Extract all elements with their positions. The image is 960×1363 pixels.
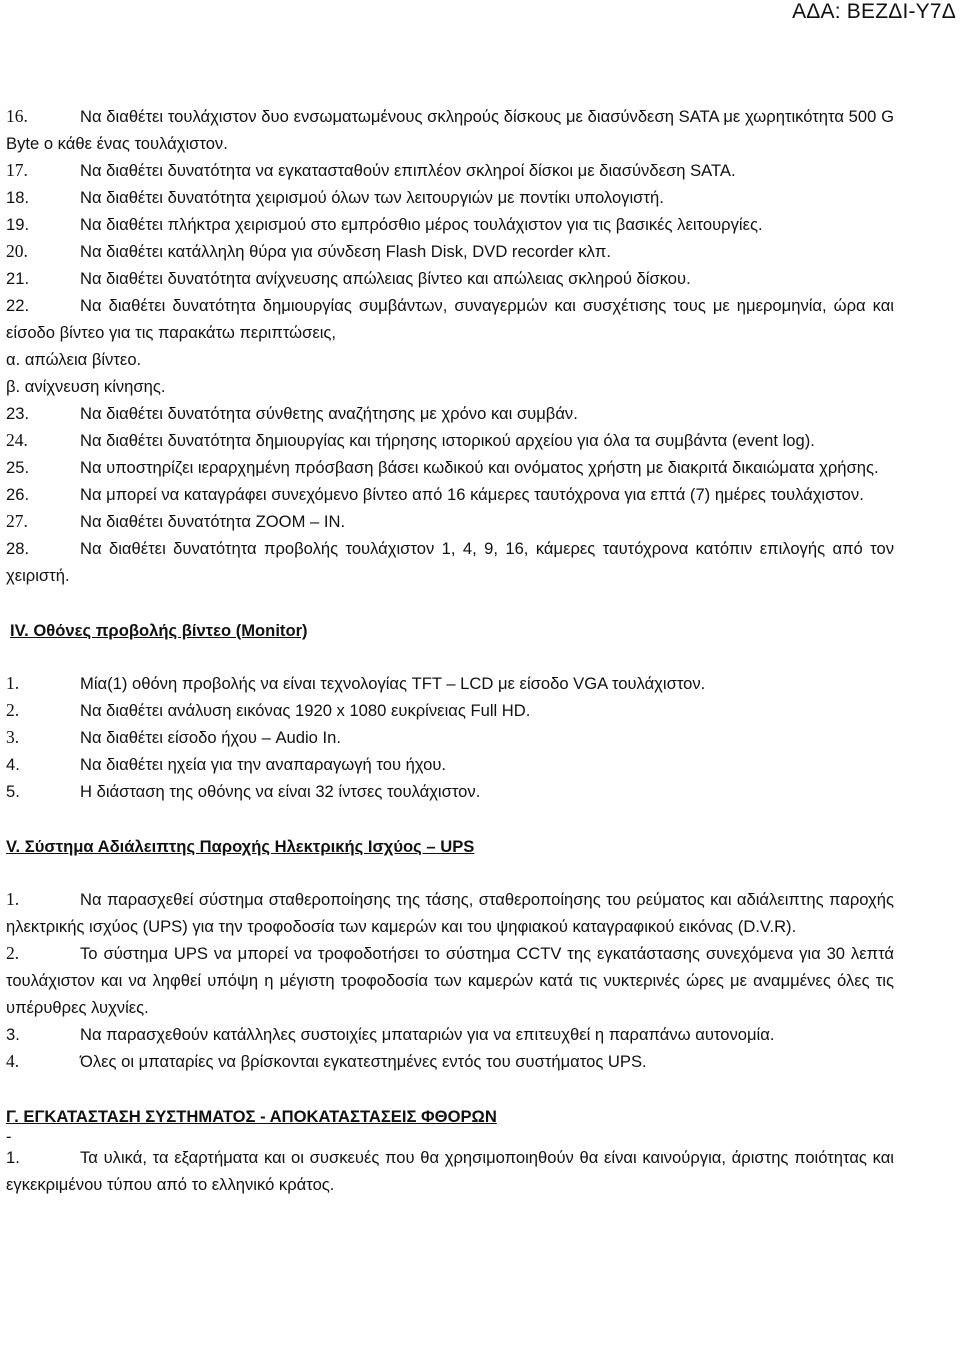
item-number: 1. [6, 889, 20, 909]
list-item [6, 292, 894, 346]
section-v [6, 833, 894, 1075]
item-number: 19. [6, 215, 30, 234]
sub-item: β. ανίχνευση κίνησης. [6, 377, 166, 396]
item-number: 20. [6, 241, 28, 261]
item-number: 2. [6, 700, 20, 720]
section-iv [6, 617, 894, 805]
list-item [6, 481, 894, 508]
item-number: 2. [6, 943, 20, 963]
item-text: Να διαθέτει δυνατότητα χειρισμού όλων των λειτουργιών με ποντίκι υπολογιστή. [80, 188, 664, 207]
list-item [6, 751, 894, 778]
list-item [6, 724, 894, 751]
item-text: Μία(1) οθόνη προβολής να είναι τεχνολογίας TFT – LCD με είσοδο VGA τουλάχιστον. [80, 674, 706, 693]
item-number: 26. [6, 485, 30, 504]
item-text: Να διαθέτει δυνατότητα να εγκατασταθούν επιπλέον σκληροί δίσκοι με διασύνδεση SATA. [80, 161, 736, 180]
item-text: Τα υλικά, τα εξαρτήματα και οι συσκευές που θα χρησιμοποιηθούν θα είναι καινούργια, άριστης ποιότητας και εγκεκριμένου τύπου από το ελληνικό κράτος. [6, 1148, 894, 1194]
item-text: Να διαθέτει δυνατότητα ZOOM – IN. [80, 512, 346, 531]
item-number: 27. [6, 511, 28, 531]
item-number: 1. [6, 673, 20, 693]
list-item [6, 454, 894, 481]
item-number: 24. [6, 430, 28, 450]
section-heading: IV. Οθόνες προβολής βίντεο (Monitor) [10, 621, 308, 640]
item-number: 25. [6, 458, 30, 477]
list-item [6, 103, 894, 157]
item-number: 5. [6, 782, 20, 801]
item-number: 3. [6, 1025, 20, 1044]
spacer [6, 860, 894, 886]
item-number: 17. [6, 160, 28, 180]
spacer [6, 644, 894, 670]
item-number: 22. [6, 296, 30, 315]
section-g [6, 1103, 894, 1198]
item-number: 4. [6, 755, 20, 774]
spacer [6, 805, 894, 833]
item-number: 1. [6, 1148, 20, 1167]
list-item [6, 157, 894, 184]
dash-mark: - [6, 1127, 12, 1146]
ada-code: ΑΔΑ: ΒΕΖΔΙ-Υ7Δ [792, 0, 956, 23]
item-text: Να διαθέτει ηχεία για την αναπαραγωγή του ήχου. [80, 755, 447, 774]
item-text: Να διαθέτει ανάλυση εικόνας 1920 x 1080 ευκρίνειας Full HD. [80, 701, 531, 720]
section-heading: Γ. ΕΓΚΑΤΑΣΤΑΣΗ ΣΥΣΤΗΜΑΤΟΣ - ΑΠΟΚΑΤΑΣΤΑΣΕΙΣ ΦΘΟΡΩΝ [6, 1107, 497, 1126]
item-text: Να διαθέτει είσοδο ήχου – Audio In. [80, 728, 341, 747]
spacer [6, 1075, 894, 1103]
list-top [6, 103, 894, 589]
list-item [6, 184, 894, 211]
item-text: Να υποστηρίζει ιεραρχημένη πρόσβαση βάσει κωδικού και ονόματος χρήστη με διακριτά δικαιώματα χρήσης. [80, 458, 879, 477]
list-item [6, 211, 894, 238]
section-heading: V. Σύστημα Αδιάλειπτης Παροχής Ηλεκτρικής Ισχύος – UPS [6, 837, 475, 856]
item-text: Όλες οι μπαταρίες να βρίσκονται εγκατεστημένες εντός του συστήματος UPS. [80, 1052, 647, 1071]
item-text: Να παρασχεθούν κατάλληλες συστοιχίες μπαταριών για να επιτευχθεί η παραπάνω αυτονομία. [80, 1025, 775, 1044]
item-number: 16. [6, 106, 28, 126]
list-item [6, 1021, 894, 1048]
list-item [6, 940, 894, 1021]
list-item [6, 400, 894, 427]
item-text: Να διαθέτει δυνατότητα δημιουργίας συμβάντων, συναγερμών και συσχέτισης τους με ημερομηνία, ώρα και είσοδο βίντεο για τις παρακάτω περιπτώσεις, [6, 296, 894, 342]
list-item [6, 508, 894, 535]
item-number: 18. [6, 188, 30, 207]
item-number: 21. [6, 269, 30, 288]
item-number: 3. [6, 727, 20, 747]
item-text: Να παρασχεθεί σύστημα σταθεροποίησης της τάσης, σταθεροποίησης του ρεύματος και αδιάλειπτης παροχής ηλεκτρικής ισχύος (UPS) για την τροφοδοσία των καμερών και του ψηφιακού καταγραφικού εικόνας (D.V.R). [6, 890, 894, 936]
list-item [6, 265, 894, 292]
item-text: Να μπορεί να καταγράφει συνεχόμενο βίντεο από 16 κάμερες ταυτόχρονα για επτά (7) ημέρες τουλάχιστον. [80, 485, 864, 504]
item-text: Το σύστημα UPS να μπορεί να τροφοδοτήσει το σύστημα CCTV της εγκατάστασης συνεχόμενα για 30 λεπτά τουλάχιστον και να ληφθεί υπόψη η μέγιστη τροφοδοσία των καμερών κατά τις νυκτερινές ώρες με αναμμένες όλες τις υπέρυθρες λυχνίες. [6, 944, 894, 1017]
list-item [6, 238, 894, 265]
item-text: Να διαθέτει τουλάχιστον δυο ενσωματωμένους σκληρούς δίσκους με διασύνδεση SATA με χωρητικότητα 500 G Byte ο κάθε ένας τουλάχιστον. [6, 107, 894, 153]
item-text: Να διαθέτει δυνατότητα δημιουργίας και τήρησης ιστορικού αρχείου για όλα τα συμβάντα (event log). [80, 431, 815, 450]
list-item [6, 778, 894, 805]
item-text: Να διαθέτει δυνατότητα ανίχνευσης απώλειας βίντεο και απώλειας σκληρού δίσκου. [80, 269, 691, 288]
sub-item: α. απώλεια βίντεο. [6, 350, 142, 369]
item-number: 23. [6, 404, 30, 423]
list-item [6, 1144, 894, 1198]
list-item [6, 535, 894, 589]
list-item [6, 886, 894, 940]
item-text: Να διαθέτει δυνατότητα σύνθετης αναζήτησης με χρόνο και συμβάν. [80, 404, 578, 423]
item-number: 4. [6, 1051, 20, 1071]
spacer [6, 589, 894, 617]
item-text: Να διαθέτει δυνατότητα προβολής τουλάχιστον 1, 4, 9, 16, κάμερες ταυτόχρονα κατόπιν επιλογής από τον χειριστή. [6, 539, 894, 585]
list-item [6, 1048, 894, 1075]
item-text: Η διάσταση της οθόνης να είναι 32 ίντσες τουλάχιστον. [80, 782, 481, 801]
list-item [6, 427, 894, 454]
item-text: Να διαθέτει πλήκτρα χειρισμού στο εμπρόσθιο μέρος τουλάχιστον για τις βασικές λειτουργίες. [80, 215, 763, 234]
list-item [6, 670, 894, 697]
item-number: 28. [6, 539, 30, 558]
list-item [6, 697, 894, 724]
document-body [6, 103, 894, 1198]
item-text: Να διαθέτει κατάλληλη θύρα για σύνδεση Flash Disk, DVD recorder κλπ. [80, 242, 611, 261]
